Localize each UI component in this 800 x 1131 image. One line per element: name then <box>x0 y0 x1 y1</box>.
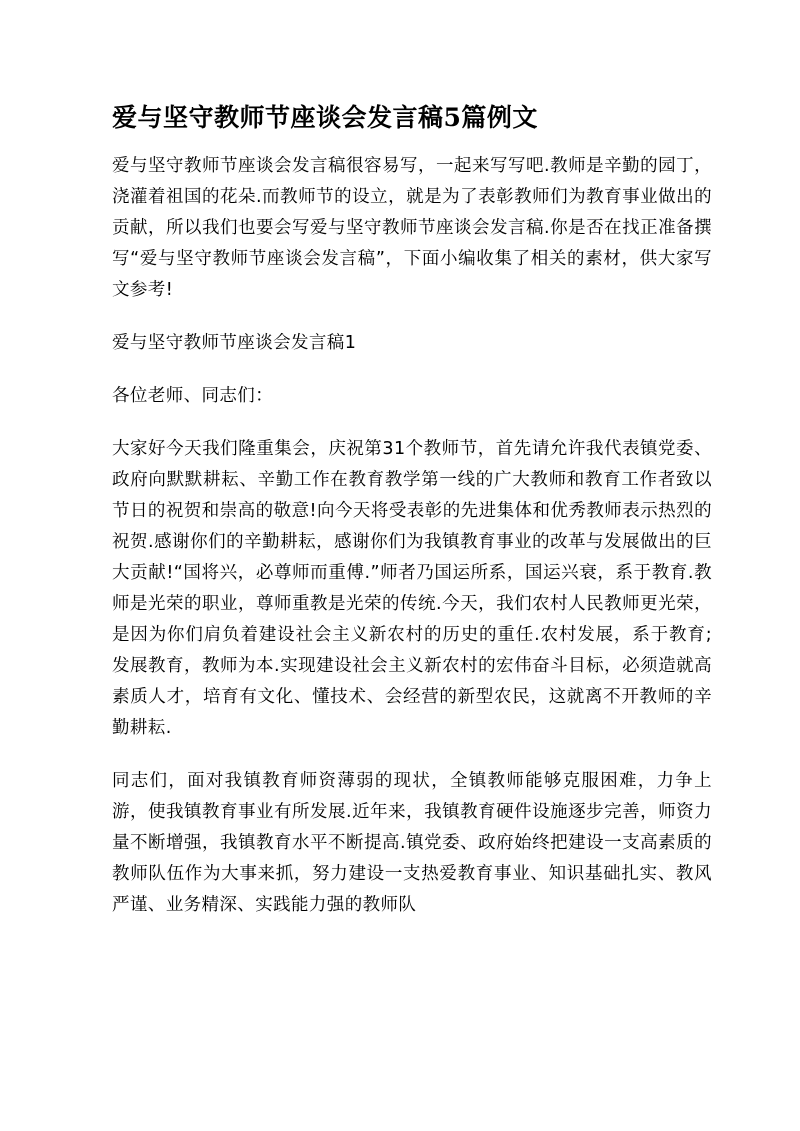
paragraph-intro: 爱与坚守教师节座谈会发言稿很容易写，一起来写写吧.教师是辛勤的园丁，浇灌着祖国的花朵.而教师节的设立，就是为了表彰教师们为教育事业做出的贡献，所以我们也要会写爱与坚守教师节座谈会发言稿.你是否在找正准备撰写“爱与坚守教师节座谈会发言稿”，下面小编收集了相关的素材，供大家写文参考! <box>112 156 712 300</box>
paragraph-body-2: 同志们，面对我镇教育师资薄弱的现状，全镇教师能够克服困难，力争上游，使我镇教育事业有所发展.近年来，我镇教育硬件设施逐步完善，师资力量不断增强，我镇教育水平不断提高.镇党委、政府始终把建设一支高素质的教师队伍作为大事来抓，努力建设一支热爱教育事业、知识基础扎实、教风严谨、业务精深、实践能力强的教师队 <box>112 771 712 915</box>
page-title: 爱与坚守教师节座谈会发言稿5篇例文 <box>112 103 538 132</box>
paragraph-body-1: 大家好今天我们隆重集会，庆祝第31个教师节，首先请允许我代表镇党委、政府向默默耕耘、辛勤工作在教育教学第一线的广大教师和教育工作者致以节日的祝贺和崇高的敬意!向今天将受表彰的先进集体和优秀教师表示热烈的祝贺.感谢你们的辛勤耕耘，感谢你们为我镇教育事业的改革与发展做出的巨大贡献!“国将兴，必尊师而重傅.”师者乃国运所系，国运兴衰，系于教育.教师是光荣的职业，尊师重教是光荣的传统.今天，我们农村人民教师更光荣，是因为你们肩负着建设社会主义新农村的历史的重任.农村发展，系于教育;发展教育，教师为本.实现建设社会主义新农村的宏伟奋斗目标，必须造就高素质人才，培育有文化、懂技术、会经营的新型农民，这就离不开教师的辛勤耕耘. <box>112 439 712 738</box>
paragraph-section-heading: 爱与坚守教师节座谈会发言稿1 <box>112 333 357 353</box>
paragraph-salutation: 各位老师、同志们： <box>112 386 274 406</box>
